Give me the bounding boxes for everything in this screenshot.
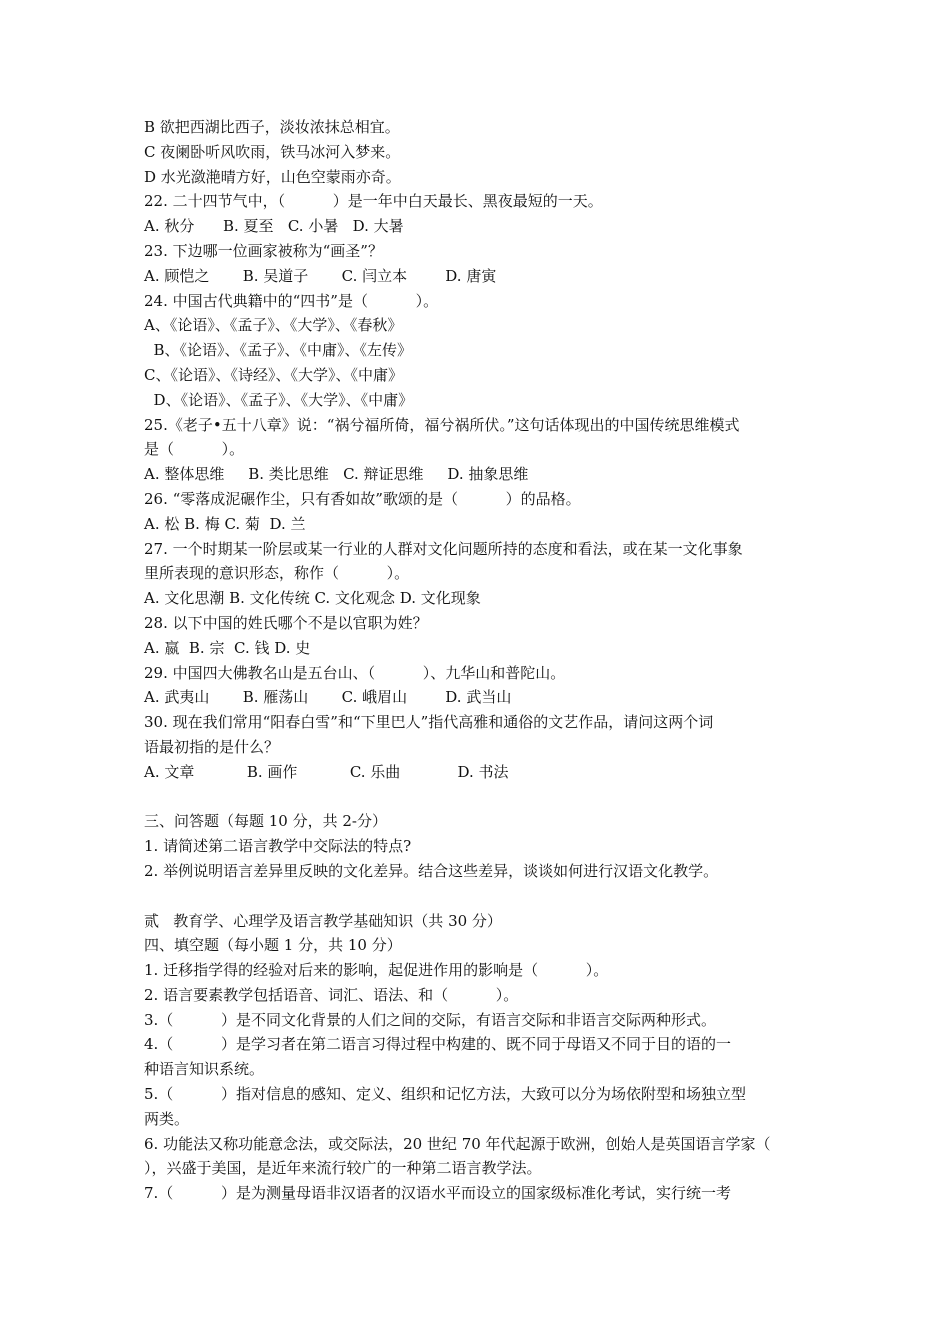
- text-line: 种语言知识系统。: [144, 1060, 265, 1079]
- text-line: A、《论语》、《孟子》、《大学》、《春秋》: [144, 316, 403, 335]
- text-line: 25.《老子•五十八章》说：“祸兮福所倚，福兮祸所伏。”这句话体现出的中国传统思维模式: [144, 415, 740, 434]
- blank-line: [144, 884, 814, 909]
- text-line: C、《论语》、《诗经》、《大学》、《中庸》: [144, 365, 403, 384]
- text-line: 23. 下边哪一位画家被称为“画圣”？: [144, 241, 383, 260]
- text-line: 两类。: [144, 1109, 190, 1128]
- text-line: 6. 功能法又称功能意念法，或交际法，20 世纪 70 年代起源于欧洲，创始人是英国语言学家（: [144, 1134, 771, 1153]
- text-line: 28. 以下中国的姓氏哪个不是以官职为姓？: [144, 613, 428, 632]
- text-line: 3.（ ）是不同文化背景的人们之间的交际，有语言交际和非语言交际两种形式。: [144, 1010, 716, 1029]
- text-line: D 水光潋滟晴方好，山色空蒙雨亦奇。: [144, 167, 401, 186]
- text-line: A. 文章 B. 画作 C. 乐曲 D. 书法: [144, 762, 509, 781]
- text-line: A. 文化思潮 B. 文化传统 C. 文化观念 D. 文化现象: [144, 589, 481, 608]
- text-line: 26. “零落成泥碾作尘，只有香如故”歌颂的是（ ）的品格。: [144, 489, 581, 508]
- text-line: D、《论语》、《孟子》、《大学》、《中庸》: [144, 390, 414, 409]
- text-line: 5.（ ）指对信息的感知、定义、组织和记忆方法，大致可以分为场依附型和场独立型: [144, 1085, 746, 1104]
- text-line: A. 松 B. 梅 C. 菊 D. 兰: [144, 514, 306, 533]
- text-line: B、《论语》、《孟子》、《中庸》、《左传》: [144, 341, 413, 360]
- text-line: 四、填空题（每小题 1 分，共 10 分）: [144, 936, 402, 955]
- text-line: 2. 举例说明语言差异里反映的文化差异。结合这些差异，谈谈如何进行汉语文化教学。: [144, 861, 719, 880]
- text-line: 里所表现的意识形态，称作（ ）。: [144, 564, 410, 583]
- text-line: A. 武夷山 B. 雁荡山 C. 峨眉山 D. 武当山: [144, 688, 512, 707]
- document-page: [144, 115, 814, 1206]
- text-line: 7.（ ）是为测量母语非汉语者的汉语水平而设立的国家级标准化考试，实行统一考: [144, 1184, 731, 1203]
- text-line: 1. 迁移指学得的经验对后来的影响，起促进作用的影响是（ ）。: [144, 961, 609, 980]
- text-line: 1. 请简述第二语言教学中交际法的特点?: [144, 837, 412, 856]
- text-line: C 夜阑卧听风吹雨，铁马冰河入梦来。: [144, 142, 401, 161]
- text-line: ），兴盛于美国，是近年来流行较广的一种第二语言教学法。: [144, 1159, 542, 1178]
- text-line: A. 整体思维 B. 类比思维 C. 辩证思维 D. 抽象思维: [144, 465, 529, 484]
- text-line: 24. 中国古代典籍中的“四书”是（ ）。: [144, 291, 439, 310]
- text-line: A. 顾恺之 B. 吴道子 C. 闫立本 D. 唐寅: [144, 266, 497, 285]
- text-line: 2. 语言要素教学包括语音、词汇、语法、和（ ）。: [144, 985, 519, 1004]
- text-line: 30. 现在我们常用“阳春白雪”和“下里巴人”指代高雅和通俗的文艺作品，请问这两个词: [144, 713, 714, 732]
- blank-line: [144, 785, 814, 810]
- text-line: 29. 中国四大佛教名山是五台山、（ ）、九华山和普陀山。: [144, 663, 566, 682]
- text-line: 是（ ）。: [144, 440, 245, 459]
- text-line: 27. 一个时期某一阶层或某一行业的人群对文化问题所持的态度和看法，或在某一文化事象: [144, 539, 743, 558]
- text-line: B 欲把西湖比西子，淡妆浓抹总相宜。: [144, 118, 400, 136]
- text-line: 贰 教育学、心理学及语言教学基础知识（共 30 分）: [144, 911, 502, 930]
- text-line: 4.（ ）是学习者在第二语言习得过程中构建的、既不同于母语又不同于目的语的一: [144, 1035, 731, 1054]
- text-line: A. 秋分 B. 夏至 C. 小暑 D. 大暑: [144, 217, 404, 236]
- text-line: 22. 二十四节气中，（ ）是一年中白天最长、黑夜最短的一天。: [144, 192, 603, 211]
- text-line: 语最初指的是什么？: [144, 737, 280, 756]
- text-line: A. 嬴 B. 宗 C. 钱 D. 史: [144, 638, 311, 657]
- text-line: 三、问答题（每题 10 分，共 2-分）: [144, 812, 388, 831]
